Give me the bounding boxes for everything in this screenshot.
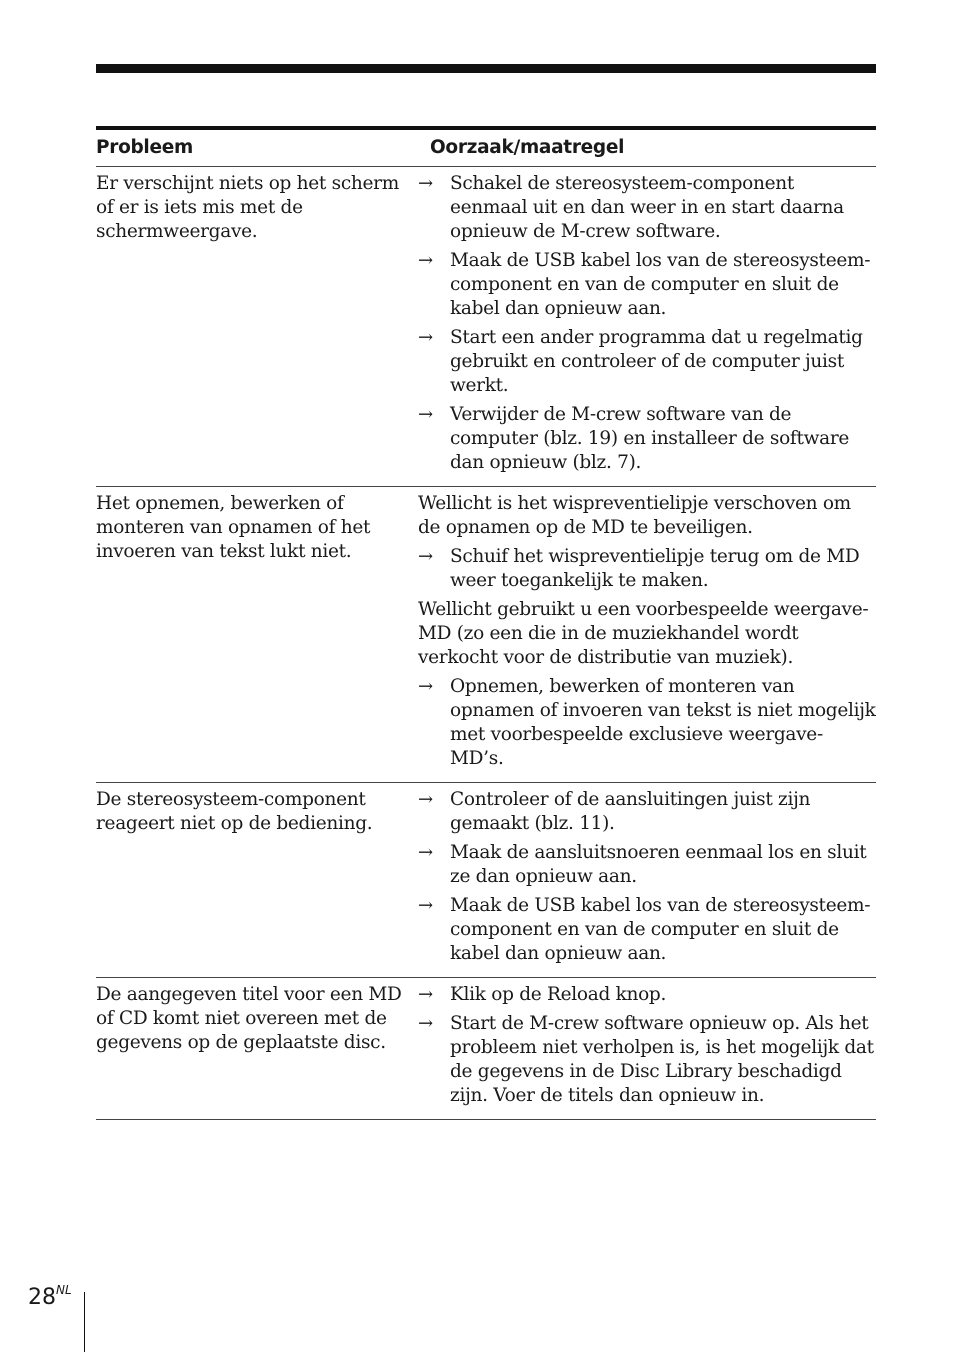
arrow-right-icon: → bbox=[418, 546, 433, 567]
cause-cell bbox=[418, 172, 876, 480]
remedy-text: Schuif het wispreventielipje terug om de MD weer toegankelijk te maken. bbox=[450, 546, 860, 591]
remedy-text: Schakel de stereosysteem-component eenmaal uit en dan weer in en start daarna opnieuw de M-crew software. bbox=[450, 173, 844, 242]
arrow-right-icon: → bbox=[418, 789, 433, 810]
cause-note: Wellicht is het wispreventielipje verschoven om de opnamen op de MD te beveiligen. bbox=[418, 493, 851, 538]
remedy-item bbox=[418, 1012, 876, 1108]
remedy-item bbox=[418, 403, 876, 475]
remedy-text: Maak de aansluitsnoeren eenmaal los en sluit ze dan opnieuw aan. bbox=[450, 842, 867, 887]
arrow-right-icon: → bbox=[418, 984, 433, 1005]
page-number: $28^{NL}$ bbox=[28, 1283, 72, 1310]
table-body bbox=[96, 167, 876, 1120]
arrow-right-icon: → bbox=[418, 1013, 433, 1034]
remedy-text: Maak de USB kabel los van de stereosysteem-component en van de computer en sluit de kabel dan opnieuw aan. bbox=[450, 250, 871, 319]
remedy-text: Maak de USB kabel los van de stereosysteem-component en van de computer en sluit de kabel dan opnieuw aan. bbox=[450, 895, 871, 964]
problem-cell: De aangegeven titel voor een MD of CD komt niet overeen met de gegevens op de geplaatste disc. bbox=[96, 984, 402, 1053]
remedy-text: Start de M-crew software opnieuw op. Als het probleem niet verholpen is, is het mogelijk dat de gegevens in de Disc Library beschadigd zijn. Voer de titels dan opnieuw in. bbox=[450, 1013, 874, 1106]
remedy-item bbox=[418, 788, 876, 836]
arrow-right-icon: → bbox=[418, 173, 433, 194]
table-row bbox=[96, 487, 876, 783]
arrow-right-icon: → bbox=[418, 327, 433, 348]
table-row bbox=[96, 783, 876, 978]
cause-note: Wellicht gebruikt u een voorbespeelde weergave-MD (zo een die in de muziekhandel wordt verkocht voor de distributie van muziek). bbox=[418, 599, 869, 668]
header-problem: Probleem bbox=[96, 137, 193, 158]
cause-cell bbox=[418, 983, 876, 1113]
arrow-right-icon: → bbox=[418, 250, 433, 271]
remedy-item bbox=[418, 249, 876, 321]
cause-cell bbox=[418, 788, 876, 971]
remedy-text: Start een ander programma dat u regelmatig gebruikt en controleer of de computer juist werkt. bbox=[450, 327, 863, 396]
header-cause: Oorzaak/maatregel bbox=[430, 137, 625, 158]
arrow-right-icon: → bbox=[418, 895, 433, 916]
table-row bbox=[96, 167, 876, 487]
arrow-right-icon: → bbox=[418, 404, 433, 425]
problem-cell: Het opnemen, bewerken of monteren van opnamen of het invoeren van tekst lukt niet. bbox=[96, 493, 371, 562]
remedy-text: Opnemen, bewerken of monteren van opnamen of invoeren van tekst is niet mogelijk met voorbespeelde exclusieve weergave-MD’s. bbox=[450, 676, 876, 769]
remedy-text: Controleer of de aansluitingen juist zijn gemaakt (blz. 11). bbox=[450, 789, 811, 834]
arrow-right-icon: → bbox=[418, 842, 433, 863]
remedy-item bbox=[418, 172, 876, 244]
remedy-item bbox=[418, 894, 876, 966]
table-row bbox=[96, 978, 876, 1120]
arrow-right-icon: → bbox=[418, 676, 433, 697]
margin-line bbox=[84, 1292, 85, 1352]
remedy-item bbox=[418, 841, 876, 889]
remedy-text: Klik op de Reload knop. bbox=[450, 984, 667, 1005]
problem-cell: De stereosysteem-component reageert niet op de bediening. bbox=[96, 789, 373, 834]
remedy-item bbox=[418, 675, 876, 771]
problem-cell: Er verschijnt niets op het scherm of er is iets mis met de schermweergave. bbox=[96, 173, 399, 242]
troubleshooting-table bbox=[96, 126, 876, 1120]
remedy-item bbox=[418, 545, 876, 593]
table-header bbox=[96, 130, 876, 167]
remedy-text: Verwijder de M-crew software van de computer (blz. 19) en installeer de software dan opnieuw (blz. 7). bbox=[450, 404, 850, 473]
page-suffix: NL bbox=[56, 1283, 72, 1297]
remedy-item bbox=[418, 983, 876, 1007]
remedy-item bbox=[418, 326, 876, 398]
cause-cell bbox=[418, 492, 876, 776]
top-rule bbox=[96, 64, 876, 73]
